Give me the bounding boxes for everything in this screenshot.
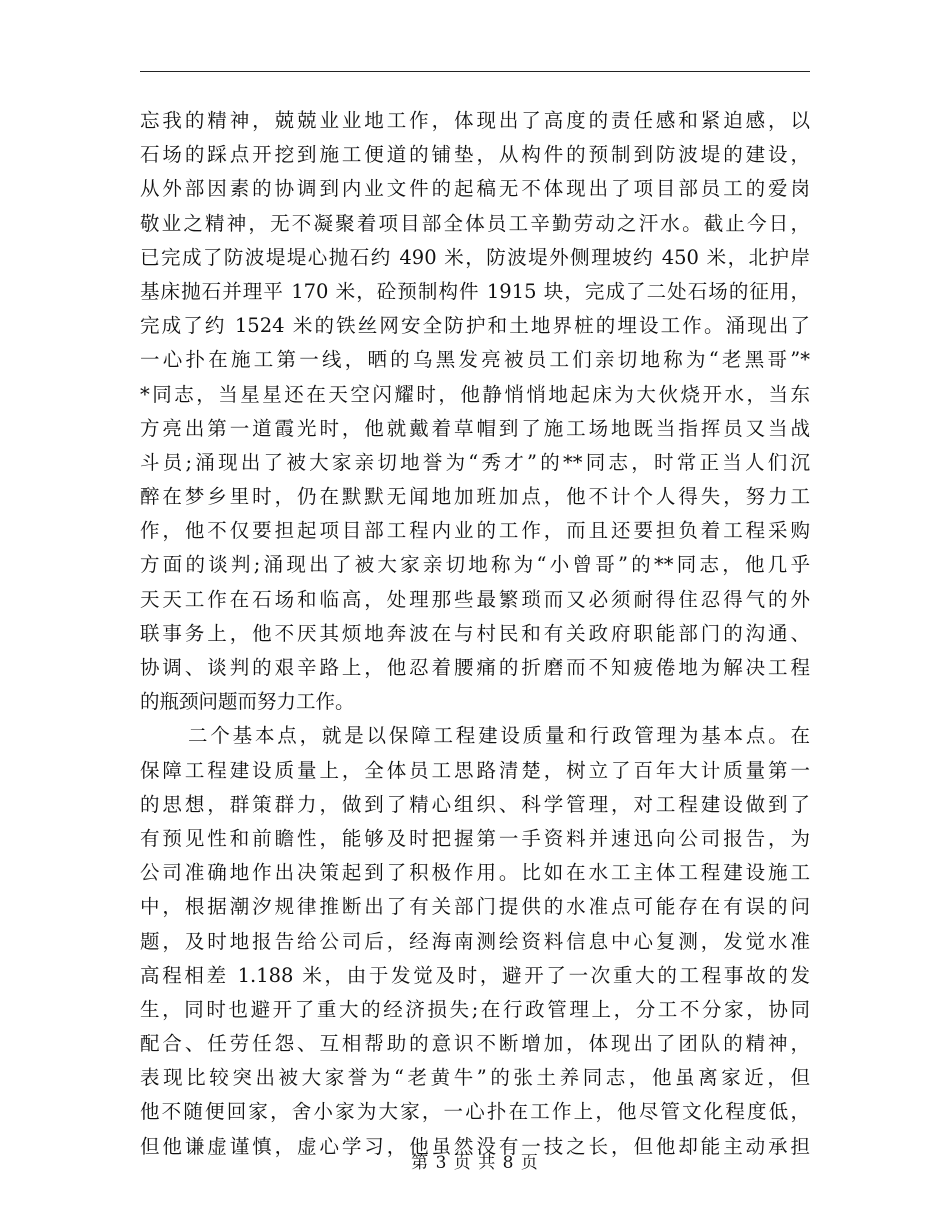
text-line: 作，他不仅要担起项目部工程内业的工作，而且还要担负着工程采购 — [140, 519, 810, 543]
text-line: 完成了约 1524 米的铁丝网安全防护和土地界桩的埋设工作。涌现出了 — [140, 314, 810, 338]
text-line: 二个基本点，就是以保障工程建设质量和行政管理为基本点。在 — [188, 724, 810, 748]
text-line: 但他谦虚谨慎，虚心学习，他虽然没有一技之长，但他却能主动承担 — [140, 1134, 810, 1158]
text-line: 保障工程建设质量上，全体员工思路清楚，树立了百年大计质量第一 — [140, 758, 810, 782]
text-line: 已完成了防波堤堤心抛石约 490 米，防波堤外侧理坡约 450 米，北护岸 — [140, 245, 810, 269]
text-line: 基床抛石并理平 170 米，砼预制构件 1915 块，完成了二处石场的征用， — [140, 279, 810, 303]
header-rule — [140, 71, 810, 72]
text-line: 联事务上，他不厌其烦地奔波在与村民和有关政府职能部门的沟通、 — [140, 621, 810, 645]
text-line: 的思想，群策群力，做到了精心组织、科学管理，对工程建设做到了 — [140, 792, 810, 816]
text-line: 敬业之精神，无不凝聚着项目部全体员工辛勤劳动之汗水。截止今日， — [140, 211, 810, 235]
text-line: 方面的谈判;涌现出了被大家亲切地称为“小曾哥”的**同志，他几乎 — [140, 553, 810, 577]
text-line: 有预见性和前瞻性，能够及时把握第一手资料并速迅向公司报告，为 — [140, 826, 810, 850]
text-line: 表现比较突出被大家誉为“老黄牛”的张土养同志，他虽离家近，但 — [140, 1066, 810, 1090]
text-line: 生，同时也避开了重大的经济损失;在行政管理上，分工不分家，协同 — [140, 997, 810, 1021]
text-line: 中，根据潮汐规律推断出了有关部门提供的水准点可能存在有误的问 — [140, 895, 810, 919]
text-line: 题，及时地报告给公司后，经海南测绘资料信息中心复测，发觉水准 — [140, 929, 810, 953]
body-text — [140, 104, 810, 1164]
text-line: 从外部因素的协调到内业文件的起稿无不体现出了项目部员工的爱岗 — [140, 177, 810, 201]
text-line: 一心扑在施工第一线，晒的乌黑发亮被员工们亲切地称为“老黑哥”* — [140, 348, 810, 372]
text-line: 斗员;涌现出了被大家亲切地誉为“秀才”的**同志，时常正当人们沉 — [140, 450, 810, 474]
text-line: 公司准确地作出决策起到了积极作用。比如在水工主体工程建设施工 — [140, 861, 810, 885]
text-line: *同志，当星星还在天空闪耀时，他静悄悄地起床为大伙烧开水，当东 — [140, 382, 810, 406]
text-line: 的瓶颈问题而努力工作。 — [140, 690, 355, 714]
text-line: 石场的踩点开挖到施工便道的铺垫，从构件的预制到防波堤的建设， — [140, 143, 810, 167]
page-number-footer: 第 3 页 共 8 页 — [411, 1153, 539, 1173]
text-line: 他不随便回家，舍小家为大家，一心扑在工作上，他尽管文化程度低， — [140, 1100, 810, 1124]
text-line: 方亮出第一道霞光时，他就戴着草帽到了施工场地既当指挥员又当战 — [140, 416, 810, 440]
text-line: 天天工作在石场和临高，处理那些最繁琐而又必须耐得住忍得气的外 — [140, 587, 810, 611]
text-line: 配合、任劳任怨、互相帮助的意识不断增加，体现出了团队的精神， — [140, 1032, 810, 1056]
text-line: 醉在梦乡里时，仍在默默无闻地加班加点，他不计个人得失，努力工 — [140, 485, 810, 509]
text-line: 协调、谈判的艰辛路上，他忍着腰痛的折磨而不知疲倦地为解决工程 — [140, 656, 810, 679]
text-line: 高程相差 1.188 米，由于发觉及时，避开了一次重大的工程事故的发 — [140, 963, 810, 987]
text-line: 忘我的精神，兢兢业业地工作，体现出了高度的责任感和紧迫感，以 — [140, 109, 810, 132]
